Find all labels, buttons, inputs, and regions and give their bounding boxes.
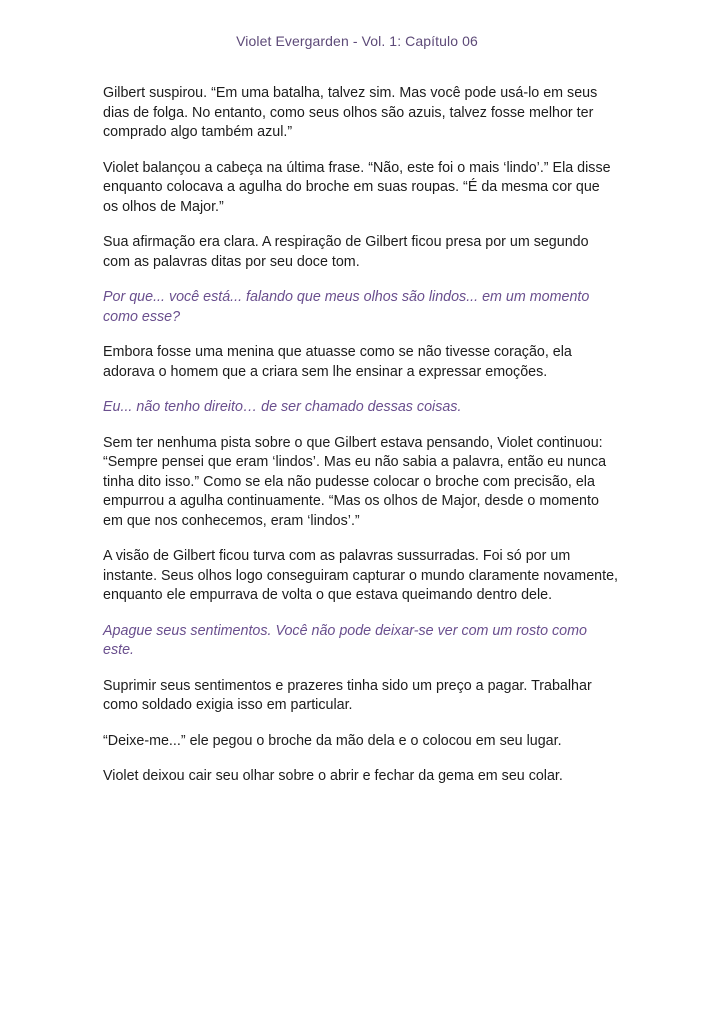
chapter-body <box>103 84 618 803</box>
inner-thought-2: Eu... não tenho direito… de ser chamado dessas coisas. <box>103 399 462 415</box>
paragraph-12: Violet deixou cair seu olhar sobre o abrir e fechar da gema em seu colar. <box>103 768 563 784</box>
paragraph-11: “Deixe-me...” ele pegou o broche da mão dela e o colocou em seu lugar. <box>103 732 562 749</box>
inner-thought-1: Por que... você está... falando que meus olhos são lindos... em um momento como esse? <box>103 289 590 325</box>
paragraph-3: Sua afirmação era clara. A respiração de Gilbert ficou presa por um segundo com as palavras ditas por seu doce tom. <box>103 234 589 270</box>
paragraph-8: A visão de Gilbert ficou turva com as palavras sussurradas. Foi só por um instante. Seus olhos logo conseguiram capturar o mundo claramente novamente, enquanto ele empurrava de volta o que estava queimando dentro dele. <box>103 548 618 603</box>
page-header-title: Violet Evergarden - Vol. 1: Capítulo 06 <box>236 33 478 49</box>
paragraph-10: Suprimir seus sentimentos e prazeres tinha sido um preço a pagar. Trabalhar como soldado exigia isso em particular. <box>103 677 592 713</box>
paragraph-7: Sem ter nenhuma pista sobre o que Gilbert estava pensando, Violet continuou: “Sempre pensei que eram ‘lindos’. Mas eu não sabia a palavra, então eu nunca tinha dito isso.” Como se ela não pudesse colocar o broche com precisão, ela empurrou a agulha continuamente. “Mas os olhos de Major, desde o momento em que nos conhecemos, eram ‘lindos’.” <box>103 434 607 529</box>
inner-thought-3: Apague seus sentimentos. Você não pode deixar-se ver com um rosto como este. <box>103 622 587 658</box>
paragraph-5: Embora fosse uma menina que atuasse como se não tivesse coração, ela adorava o homem que a criara sem lhe ensinar a expressar emoções. <box>103 344 572 380</box>
paragraph-1: Gilbert suspirou. “Em uma batalha, talvez sim. Mas você pode usá-lo em seus dias de folga. No entanto, como seus olhos são azuis, talvez fosse melhor ter comprado algo também azul.” <box>103 85 598 140</box>
paragraph-2: Violet balançou a cabeça na última frase. “Não, este foi o mais ‘lindo’.” Ela disse enquanto colocava a agulha do broche em suas roupas. “É da mesma cor que os olhos de Major.” <box>103 159 611 215</box>
